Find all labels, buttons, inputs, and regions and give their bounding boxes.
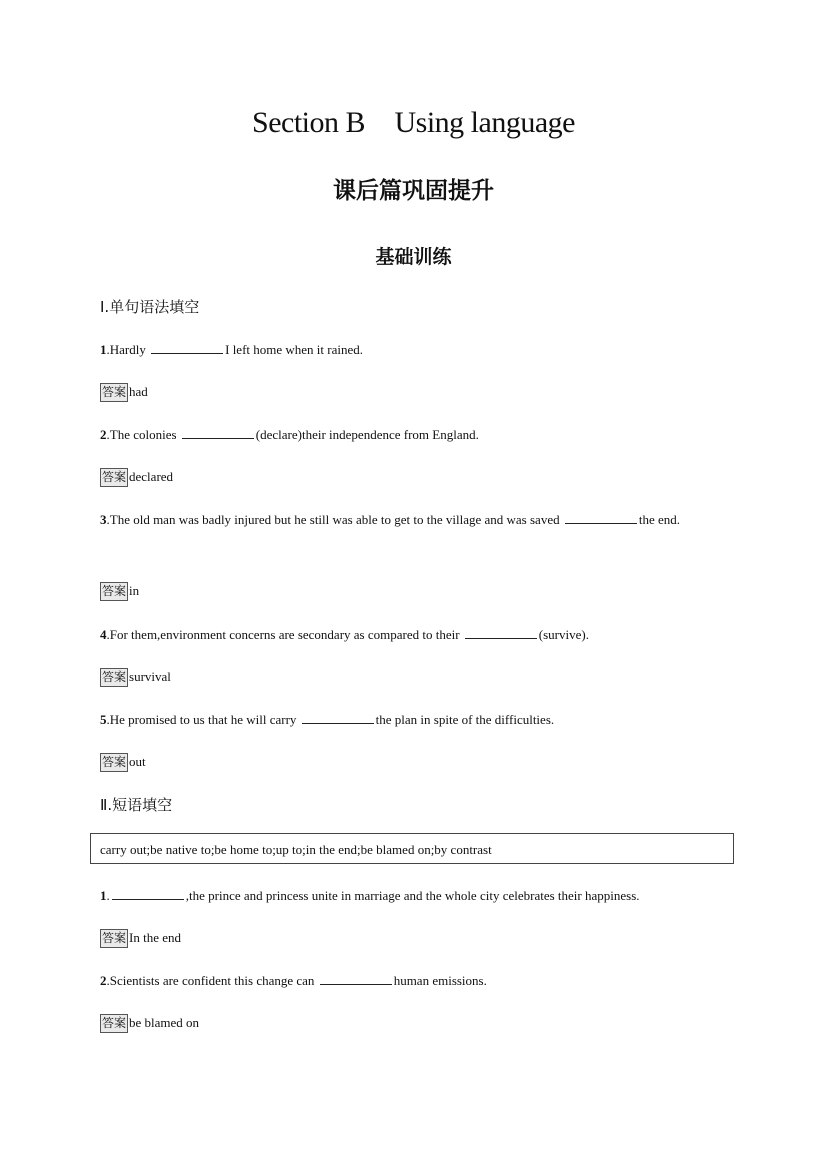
- section-subhead: 基础训练: [375, 246, 452, 268]
- answer-text: survival: [129, 669, 171, 685]
- answer-blank: [151, 342, 223, 354]
- answer-blank: [465, 627, 537, 639]
- answer-tag: 答案: [100, 468, 128, 487]
- question-number: 1: [100, 888, 107, 903]
- question-number: 5: [100, 712, 107, 727]
- question-number: 3: [100, 512, 107, 527]
- question-text-before: He promised to us that he will carry: [109, 712, 300, 727]
- answer-text: out: [129, 754, 146, 770]
- answer-text: be blamed on: [129, 1015, 200, 1031]
- question-text-after: human emissions.: [393, 973, 487, 988]
- answer-1-4: [100, 666, 171, 686]
- answer-1-2: [100, 466, 173, 486]
- answer-text: had: [129, 384, 148, 400]
- question-number: 1: [100, 342, 107, 357]
- answer-2-2: [100, 1012, 199, 1032]
- question-number: 4: [100, 627, 107, 642]
- answer-tag: 答案: [100, 383, 128, 402]
- answer-text: In the end: [129, 930, 181, 946]
- question-text-after: ,the prince and princess unite in marriage and the whole city celebrates their happiness.: [185, 888, 640, 903]
- answer-blank: [182, 427, 254, 439]
- question-text-before: For them,environment concerns are secondary as compared to their: [109, 627, 463, 642]
- question-text-after: I left home when it rained.: [225, 342, 364, 357]
- answer-blank: [565, 512, 637, 524]
- answer-1-3: [100, 580, 139, 600]
- answer-tag: 答案: [100, 1014, 128, 1033]
- question-text-before: The colonies: [109, 427, 180, 442]
- answer-2-1: [100, 927, 181, 947]
- question-number: 2: [100, 973, 107, 988]
- question-text-after: the plan in spite of the difficulties.: [375, 712, 555, 727]
- part1-heading: Ⅰ.单句语法填空: [100, 298, 200, 316]
- question-text-before: Scientists are confident this change can: [109, 973, 318, 988]
- answer-blank: [302, 712, 374, 724]
- answer-blank: [112, 888, 184, 900]
- question-text-before: The old man was badly injured but he still was able to get to the village and was saved: [109, 512, 563, 527]
- question-2-2: 2.Scientists are confident this change can human emissions.: [100, 973, 487, 988]
- question-text-after: (declare)their independence from England.: [255, 427, 479, 442]
- answer-tag: 答案: [100, 929, 128, 948]
- answer-text: in: [129, 583, 140, 599]
- question-1-1: 1.Hardly I left home when it rained.: [100, 342, 364, 357]
- question-text-before: Hardly: [109, 342, 150, 357]
- page-title: Section B Using language: [252, 106, 575, 139]
- question-number: 2: [100, 427, 107, 442]
- answer-text: declared: [129, 469, 174, 485]
- question-1-3: 3.The old man was badly injured but he still was able to get to the village and was saved the end.: [100, 512, 680, 527]
- question-1-4: 4.For them,environment concerns are secondary as compared to their (survive).: [100, 627, 589, 642]
- answer-blank: [320, 973, 392, 985]
- question-1-2: 2.The colonies (declare)their independence from England.: [100, 427, 479, 442]
- question-text-after: (survive).: [538, 627, 589, 642]
- part2-heading: Ⅱ.短语填空: [100, 796, 173, 814]
- question-2-1: 1. ,the prince and princess unite in marriage and the whole city celebrates their happiness.: [100, 888, 640, 903]
- answer-tag: 答案: [100, 582, 128, 601]
- answer-tag: 答案: [100, 753, 128, 772]
- word-bank-box: carry out;be native to;be home to;up to;in the end;be blamed on;by contrast: [90, 833, 734, 864]
- answer-1-1: [100, 381, 148, 401]
- question-1-5: 5.He promised to us that he will carry the plan in spite of the difficulties.: [100, 712, 555, 727]
- page-subtitle: 课后篇巩固提升: [333, 178, 494, 204]
- answer-1-5: [100, 751, 146, 771]
- question-text-after: the end.: [638, 512, 680, 527]
- answer-tag: 答案: [100, 668, 128, 687]
